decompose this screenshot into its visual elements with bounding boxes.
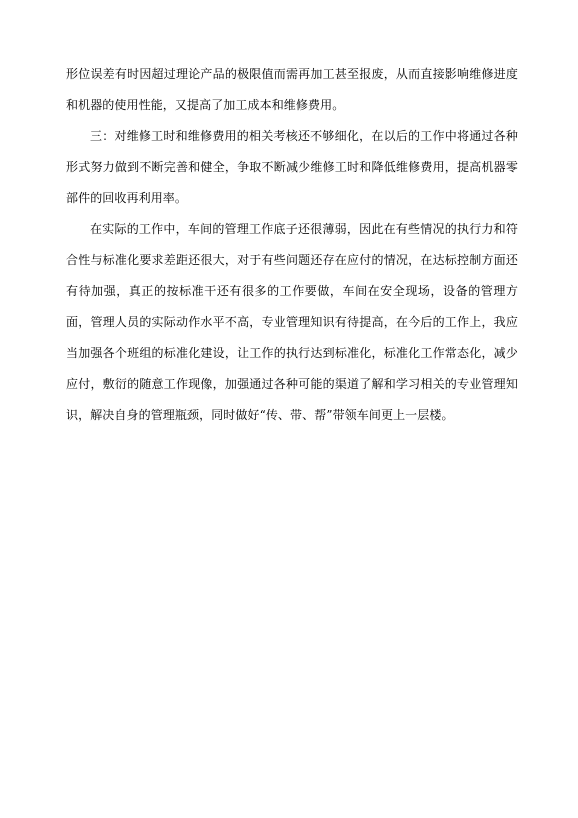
paragraph-summary: 在实际的工作中，车间的管理工作底子还很薄弱，因此在有些情况的执行力和符合性与标准化要求差距还很大，对于有些问题还存在应付的情况，在达标控制方面还有待加强，真正的按标准干还有很多的工作要做，车间在安全现场，设备的管理方面，管理人员的实际动作水平不高，专业管理知识有待提高，在今后的工作上，我应当加强各个班组的标准化建设，让工作的执行达到标准化，标准化工作常态化，减少应付，敷衍的随意工作现像，加强通过各种可能的渠道了解和学习相关的专业管理知识，解决自身的管理瓶颈，同时做好“传、带、帮”带领车间更上一层楼。 bbox=[66, 222, 518, 422]
paragraph-item-three: 三：对维修工时和维修费用的相关考核还不够细化，在以后的工作中将通过各种形式努力做到不断完善和健全，争取不断减少维修工时和降低维修费用，提高机器零部件的回收再利用率。 bbox=[66, 129, 518, 205]
document-body bbox=[66, 59, 518, 431]
paragraph-continuation: 形位误差有时因超过理论产品的极限值而需再加工甚至报废，从而直接影响维修进度和机器的使用性能，又提高了加工成本和维修费用。 bbox=[66, 67, 518, 112]
